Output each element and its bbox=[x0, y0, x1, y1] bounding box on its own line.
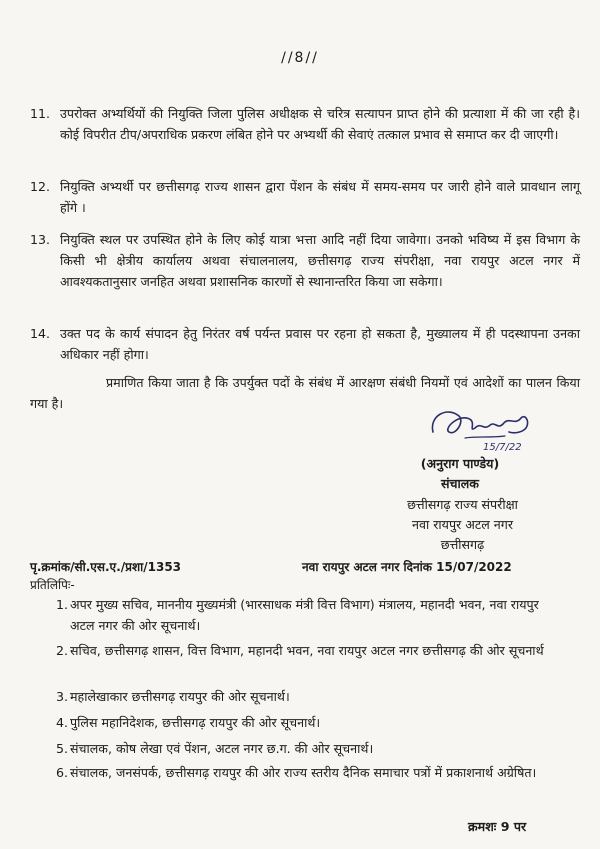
copy-text: सचिव, छत्तीसगढ़ शासन, वित्त विभाग, महानदी भवन, नवा रायपुर अटल नगर छत्तीसगढ़ की ओर सूचनार्थ bbox=[70, 643, 544, 658]
copy-text: संचालक, जनसंपर्क, छत्तीसगढ़ रायपुर की ओर राज्य स्तरीय दैनिक समाचार पत्रों में प्रकाशनार्थ अग्रेषित। bbox=[70, 765, 537, 780]
copy-recipient-5 bbox=[56, 738, 550, 759]
office-line: नवा रायपुर अटल नगर bbox=[411, 517, 514, 532]
place-date: नवा रायपुर अटल नगर दिनांक 15/07/2022 bbox=[302, 560, 512, 574]
condition-item-13 bbox=[30, 229, 580, 292]
svg-text:15/7/22: 15/7/22 bbox=[483, 442, 522, 453]
reference-number: पृ.क्रमांक/सी.एस.ए./प्रशा/1353 bbox=[30, 560, 182, 574]
office-line: छत्तीसगढ़ bbox=[440, 537, 485, 552]
copy-number: 6. bbox=[56, 765, 69, 780]
copy-number: 4. bbox=[56, 715, 69, 730]
copy-text: पुलिस महानिदेशक, छत्तीसगढ़ रायपुर की ओर सूचनार्थ। bbox=[70, 715, 321, 730]
copy-number: 2. bbox=[56, 643, 69, 658]
copy-recipient-2 bbox=[56, 640, 550, 661]
item-text: उपरोक्त अभ्यर्थियों की नियुक्ति जिला पुलिस अधीक्षक से चरित्र सत्यापन प्राप्त होने की प्रत्याशा में की जा रही है। कोई विपरीत टीप/अपराधिक प्रकरण लंबित होने पर अभ्यर्थी की सेवाएं तत्काल प्रभाव से समाप्त कर दी जाएगी। bbox=[60, 106, 580, 142]
signatory-office bbox=[375, 495, 550, 555]
copy-recipient-4 bbox=[56, 712, 550, 733]
item-text: नियुक्ति अभ्यर्थी पर छत्तीसगढ़ राज्य शासन द्वारा पेंशन के संबंध में समय-समय पर जारी होने वाले प्रावधान लागू होंगे । bbox=[60, 179, 580, 215]
item-number: 14. bbox=[30, 326, 51, 341]
signatory-designation: संचालक bbox=[441, 476, 479, 491]
copy-recipient-6 bbox=[56, 762, 550, 783]
copy-number: 5. bbox=[56, 741, 69, 756]
condition-item-14 bbox=[30, 323, 580, 365]
copy-number: 3. bbox=[56, 689, 69, 704]
item-text: नियुक्ति स्थल पर उपस्थित होने के लिए कोई यात्रा भत्ता आदि नहीं दिया जावेगा। उनको भविष्य में इस विभाग के किसी भी क्षेत्रीय कार्यालय अथवा संचालनालय, छत्तीसगढ़ राज्य संपरीक्षा, नवा रायपुर अटल नगर में आवश्यकतानुसार जनहित अथवा प्रशासनिक कारणों से स्थानान्तरित किया जा सकेगा। bbox=[60, 232, 580, 289]
continued-note: क्रमशः 9 पर bbox=[468, 819, 527, 834]
copy-text: अपर मुख्य सचिव, माननीय मुख्यमंत्री (भारसाधक मंत्री वित्त विभाग) मंत्रालय, महानदी भवन, नवा रायपुर अटल नगर की ओर सूचनार्थ। bbox=[70, 597, 539, 633]
item-number: 11. bbox=[30, 106, 51, 121]
item-number: 12. bbox=[30, 179, 51, 194]
signatory-name: (अनुराग पाण्डेय) bbox=[420, 456, 500, 471]
certification-paragraph: प्रमाणित किया जाता है कि उपर्युक्त पदों के संबंध में आरक्षण संबंधी नियमों एवं आदेशों का पालन किया गया है। bbox=[30, 375, 580, 411]
copy-to-label: प्रतिलिपिः- bbox=[30, 578, 75, 592]
item-number: 13. bbox=[30, 232, 51, 247]
condition-item-12 bbox=[30, 176, 580, 218]
handwritten-signature bbox=[425, 402, 535, 454]
copy-recipient-1 bbox=[56, 594, 550, 636]
copy-text: महालेखाकार छत्तीसगढ़ रायपुर की ओर सूचनार्थ। bbox=[70, 689, 290, 704]
copy-number: 1. bbox=[56, 597, 69, 612]
page-number: //8// bbox=[281, 50, 319, 66]
condition-item-11 bbox=[30, 103, 580, 145]
copy-text: संचालक, कोष लेखा एवं पेंशन, अटल नगर छ.ग. की ओर सूचनार्थ। bbox=[70, 741, 374, 756]
office-line: छत्तीसगढ़ राज्य संपरीक्षा bbox=[407, 497, 518, 512]
item-text: उक्त पद के कार्य संपादन हेतु निरंतर वर्ष पर्यन्त प्रवास पर रहना हो सकता है, मुख्यालय में ही पदस्थापना उनका अधिकार नहीं होगा। bbox=[60, 326, 580, 362]
copy-recipient-3 bbox=[56, 686, 550, 707]
